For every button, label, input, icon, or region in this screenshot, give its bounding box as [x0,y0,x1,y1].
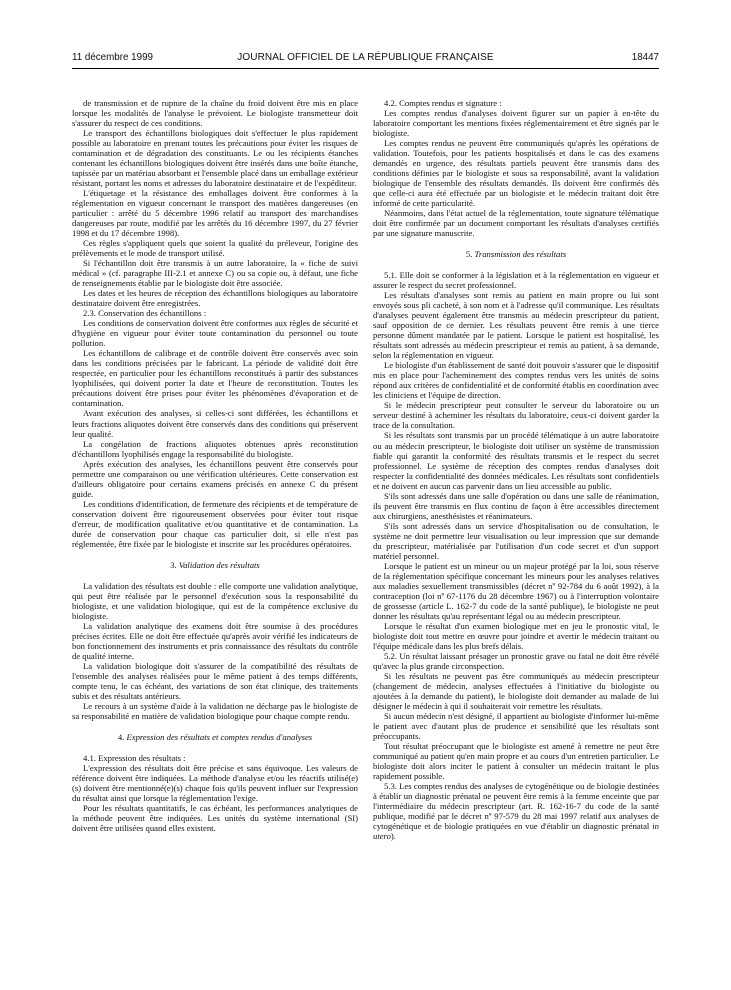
paragraph [373,360,659,400]
paragraph-text: La validation des résultats est double : elle comporte une validation analytique, qui peut être réalisée par le personnel d'exécution sous la responsabilité du biologiste, et une validation biologique, qui est de la compétence exclusive du biologiste. [72,580,358,621]
paragraph [373,621,659,651]
paragraph-text: 4.1. Expression des résultats : [83,752,186,763]
paragraph-text: 5.2. Un résultat laissant présager un pronostic grave ou fatal ne doit être révélé qu'avec la plus grande circonspection. [373,650,659,671]
paragraph [373,290,659,360]
paragraph [373,671,659,711]
paragraph-text: Les conditions de conservation doivent être conformes aux règles de sécurité et d'hygiène en vigueur pour éviter toute contamination du personnel ou toute pollution. [72,318,358,349]
paragraph-text: Les dates et les heures de réception des échantillons biologiques au laboratoire destinataire doivent être enregistrées. [72,288,358,309]
paragraph [72,308,358,318]
paragraph [72,288,358,308]
paragraph-text: 2.3. Conservation des échantillons : [83,308,207,319]
paragraph-text: S'ils sont adressés dans une salle d'opération ou dans une salle de réanimation, ils peuvent être transmis en flux continu de façon à être accessibles directement aux chirurgiens, anesthésistes et réanimateurs. [373,490,659,521]
paragraph-text: Tout résultat préoccupant que le biologiste est amené à remettre ne peut être communiqué au patient qu'en main propre et au cours d'un entretien particulier. Le biologiste doit alors inciter le patient à consulter un médecin traitant le plus rapidement possible. [373,740,659,782]
paragraph-text: Les résultats d'analyses sont remis au patient en main propre ou lui sont envoyés sous pli cacheté, à son nom et à l'adresse qu'il communique. Les résultats d'analyses peuvent également être transmis au médecin prescripteur du patient, sauf opposition de ce dernier. Les résultats peuvent être remis à une tierce personne dûment mandatée par le patient. Lorsque le patient est hospitalisé, les résultats sont adressés au médecin prescripteur et remis au patient, à sa demande, selon la réglementation en vigueur. [373,290,659,361]
paragraph-text: Après exécution des analyses, les échantillons peuvent être conservés pour permettre une comparaison ou une vérification ultérieures. Cette conservation est d'ailleurs obligatoire pour certains examens précisés en annexe C du présent guide. [72,458,358,499]
paragraph [72,348,358,408]
paragraph [72,701,358,721]
paragraph-text: L'expression des résultats doit être précise et sans équivoque. Les valeurs de référence doivent être indiquées. La méthode d'analyse et/ou les réactifs utilisé(e)(s) doivent être mentionné(e)(s) chaque fois qu'ils peuvent influer sur l'expression du résultat ainsi que lorsque la réglementation l'exige. [72,762,358,804]
paragraph [373,491,659,521]
paragraph-text: Les conditions d'identification, de fermeture des récipients et de température de conservation doivent être rigoureusement observées pour éviter tout risque d'erreur, de modification qualitative et/ou quantitative et de contamination. La durée de conservation pour chaque cas particulier doit, si elle n'est pas réglementée, être fixée par le biologiste et inscrite sur les procédures opératoires. [72,498,358,549]
paragraph [373,138,659,208]
paragraph [373,430,659,490]
paragraph [72,581,358,621]
journal-title: JOURNAL OFFICIEL DE LA RÉPUBLIQUE FRANÇAISE [237,52,494,63]
paragraph-text: L'étiquetage et la résistance des emballages doivent être conformes à la réglementation en vigueur concernant le transport des matières dangereuses (en particulier : arrêté du 5 décembre 1996 relatif au transport des marchandises dangereuses par route, modifié par les arrêtés du 16 décembre 1997, du 27 février 1998 et du 17 décembre 1998). [72,188,358,239]
paragraph [72,188,358,238]
paragraph [72,499,358,549]
paragraph [373,741,659,781]
italic-text: in utero [373,821,659,842]
paragraph [72,408,358,438]
paragraph-text: S'ils sont adressés dans un service d'hospitalisation ou de consultation, le système ne doit permettre leur visualisation ou leur impression que sur demande du prescripteur, matérialisée par l'utilisation d'un code secret et d'un support matériel personnel. [373,520,659,561]
section-heading [72,560,358,570]
paragraph [373,561,659,621]
paragraph [72,661,358,701]
issue-date: 11 décembre 1999 [72,52,153,63]
paragraph [373,521,659,561]
paragraph-text: Si le médecin prescripteur peut consulter le serveur du laboratoire ou un serveur destiné à acheminer les résultats du laboratoire, ceux-ci doivent garder la trace de la consultation. [373,400,659,431]
paragraph-text: de transmission et de rupture de la chaîne du froid doivent être mis en place lorsque les modalités de l'analyse le prévoient. Le biologiste transmetteur doit s'assurer du respect de ces conditions. [72,98,358,129]
paragraph [373,400,659,430]
paragraph-text: Si les résultats ne peuvent pas être communiqués au médecin prescripteur (changement de médecin, analyses effectuées à l'initiative du biologiste ou ajoutées à la demande du patient), le biologiste doit demander au malade de lui désigner le médecin à qui il souhaiterait voir remettre les résultats. [373,670,659,711]
section-number: 5. [465,249,475,260]
paragraph [72,258,358,288]
paragraph-text: La congélation de fractions aliquotes obtenues après reconstitution d'échantillons lyophilisés engage la responsabilité du biologiste. [72,438,358,459]
paragraph-text: Les comptes rendus d'analyses doivent figurer sur un papier à en-tête du laboratoire comportant les mentions fixées réglementairement et être signés par le biologiste. [373,108,659,139]
paragraph [72,753,358,763]
paragraph [72,763,358,803]
paragraph [72,803,358,833]
paragraph [373,651,659,671]
paragraph-text: Ces règles s'appliquent quels que soient la qualité du préleveur, l'origine des prélèvements et le mode de transport utilisé. [72,238,358,259]
paragraph-text: Néanmoins, dans l'état actuel de la réglementation, toute signature télématique doit être confirmée par un document comportant les résultats d'analyses certifiés par une signature manuscrite. [373,208,659,239]
paragraph [373,781,659,841]
paragraph-text: Lorsque le patient est un mineur ou un majeur protégé par la loi, sous réserve de la réglementation spécifique concernant les mineurs pour les analyses relatives aux maladies sexuellement transmissibles (décret nº 92-784 du 6 août 1992), à la contraception (loi nº 67-1176 du 28 décembre 1967) ou à l'interruption volontaire de grossesse (article L. 162-7 du code de la santé publique), le biologiste ne peut donner les résultats qu'au représentant légal ou au médecin prescripteur. [373,560,659,621]
paragraph-text: Les échantillons de calibrage et de contrôle doivent être conservés avec soin dans les conditions précisées par le fabricant. La période de validité doit être respectée, en particulier pour les échantillons reconstitués à partir des substances lyophilisées, qui doivent porter la date et l'heure de reconstitution. Toutes les précautions doivent être prises pour éviter les phénomènes d'évaporation et de contamination. [72,348,358,409]
paragraph-text: Avant exécution des analyses, si celles-ci sont différées, les échantillons et leurs fractions aliquotes doivent être conservés dans des conditions qui préservent leur qualité. [72,408,358,439]
paragraph-text: Si les résultats sont transmis par un procédé télématique à un autre laboratoire ou au médecin prescripteur, le biologiste doit utiliser un système de transmission fiable qui garantit la conformité des résultats transmis et le respect du secret professionnel. Le système de réception des comptes rendus d'analyses doit respecter la confidentialité des données médicales. Les résultats sont confidentiels et ne doivent en aucun cas parvenir dans un lieu accessible au public. [373,430,659,491]
paragraph [373,711,659,741]
paragraph [72,318,358,348]
paragraph-text: Les comptes rendus ne peuvent être communiqués qu'après les opérations de validation. Toutefois, pour les patients hospitalisés et dans le cas des examens demandés en urgence, des résultats partiels peuvent être transmis dans des conditions définies par le biologiste et sous sa responsabilité, avant la validation biologique de l'ensemble des résultats demandés. Ils doivent être confirmés dès que celle-ci aura été effectuée par un biologiste et le médecin traitant doit être informé de cette particularité. [373,138,659,209]
page-number: 18447 [631,52,659,63]
paragraph-text: Le transport des échantillons biologiques doit s'effectuer le plus rapidement possible au laboratoire en prenant toutes les précautions pour éviter les risques de contamination et de dégradation des constituants. Le ou les récipients étanches contenant les échantillons biologiques doivent être insérés dans une boîte étanche, tapissée par un matériau absorbant et l'ensemble placé dans un emballage extérieur résistant, portant les noms et adresses du laboratoire destinataire et de l'expéditeur. [72,128,358,189]
paragraph [72,238,358,258]
paragraph-text: 4.2. Comptes rendus et signature : [384,98,502,108]
paragraph [72,128,358,188]
paragraph-text: Le recours à un système d'aide à la validation ne décharge pas le biologiste de sa responsabilité en matière de validation biologique pour chaque compte rendu. [72,700,358,721]
paragraph [72,439,358,459]
paragraph-text: La validation analytique des examens doit être soumise à des procédures précises écrites. Elle ne doit être effectuée qu'après avoir vérifié les indicateurs de bon fonctionnement des instruments et pris connaissance des résultats du contrôle de qualité interne. [72,620,358,661]
header-rule [72,68,659,69]
paragraph-text: Si aucun médecin n'est désigné, il appartient au biologiste d'informer lui-même le patient avec d'autant plus de prudence et sensibilité que les résultats sont préoccupants. [373,710,659,741]
paragraph-text: La validation biologique doit s'assurer de la compatibilité des résultats de l'ensemble des analyses réalisées pour le même patient à des temps différents, compte tenu, le cas échéant, des variations de son état clinique, des traitements subis et des résultats antérieurs. [72,660,358,701]
paragraph [72,621,358,661]
paragraph [373,270,659,290]
paragraph-text: 5.1. Elle doit se conformer à la législation et à la réglementation en vigueur et assurer le respect du secret professionnel. [373,270,659,291]
section-title: Transmission des résultats [474,249,567,260]
paragraph-text: Lorsque le résultat d'un examen biologique met en jeu le pronostic vital, le biologiste doit tout mettre en œuvre pour joindre et avertir le médecin traitant ou l'équipe médicale dans les plus brefs délais. [373,620,659,651]
paragraph [373,98,659,108]
paragraph [72,98,358,128]
paragraph [72,459,358,499]
section-heading [373,249,659,259]
section-number: 4. [117,731,127,742]
section-number: 3. [170,559,179,570]
section-title: Validation des résultats [178,559,260,570]
left-column [72,98,358,980]
paragraph [373,108,659,138]
section-title: Expression des résultats et comptes rendus d'analyses [126,731,313,742]
paragraph-text: 5.3. Les comptes rendus des analyses de cytogénétique ou de biologie destinées à établir un diagnostic prénatal ne peuvent être remis à la femme enceinte que par l'intermédiaire du médecin prescripteur (art. R. 162-16-7 du code de la santé publique, modifié par le décret nº 97-579 du 28 mai 1997 relatif aux analyses de cytogénétique et de biologie pratiquées en vue d'établir un diagnostic prénatal [373,781,659,832]
paragraph-text: Le biologiste d'un établissement de santé doit pouvoir s'assurer que le dispositif mis en place pour l'acheminement des comptes rendus vers les unités de soins répond aux critères de confidentialité et de conformité établis en coordination avec les cliniciens et l'équipe de direction. [373,360,659,401]
paragraph-text: Pour les résultats quantitatifs, le cas échéant, les performances analytiques de la méthode peuvent être indiquées. Les unités du système international (SI) doivent être utilisées quand elles existent. [72,803,358,834]
right-column [373,98,659,980]
paragraph [373,208,659,238]
section-heading [72,732,358,742]
paragraph-ending: ). [390,831,396,842]
paragraph-text: Si l'échantillon doit être transmis à un autre laboratoire, la « fiche de suivi médical » (cf. paragraphe III-2.1 et annexe C) ou sa copie ou, à défaut, une fiche de renseignements établie par le biologiste doit être associée. [72,258,358,289]
